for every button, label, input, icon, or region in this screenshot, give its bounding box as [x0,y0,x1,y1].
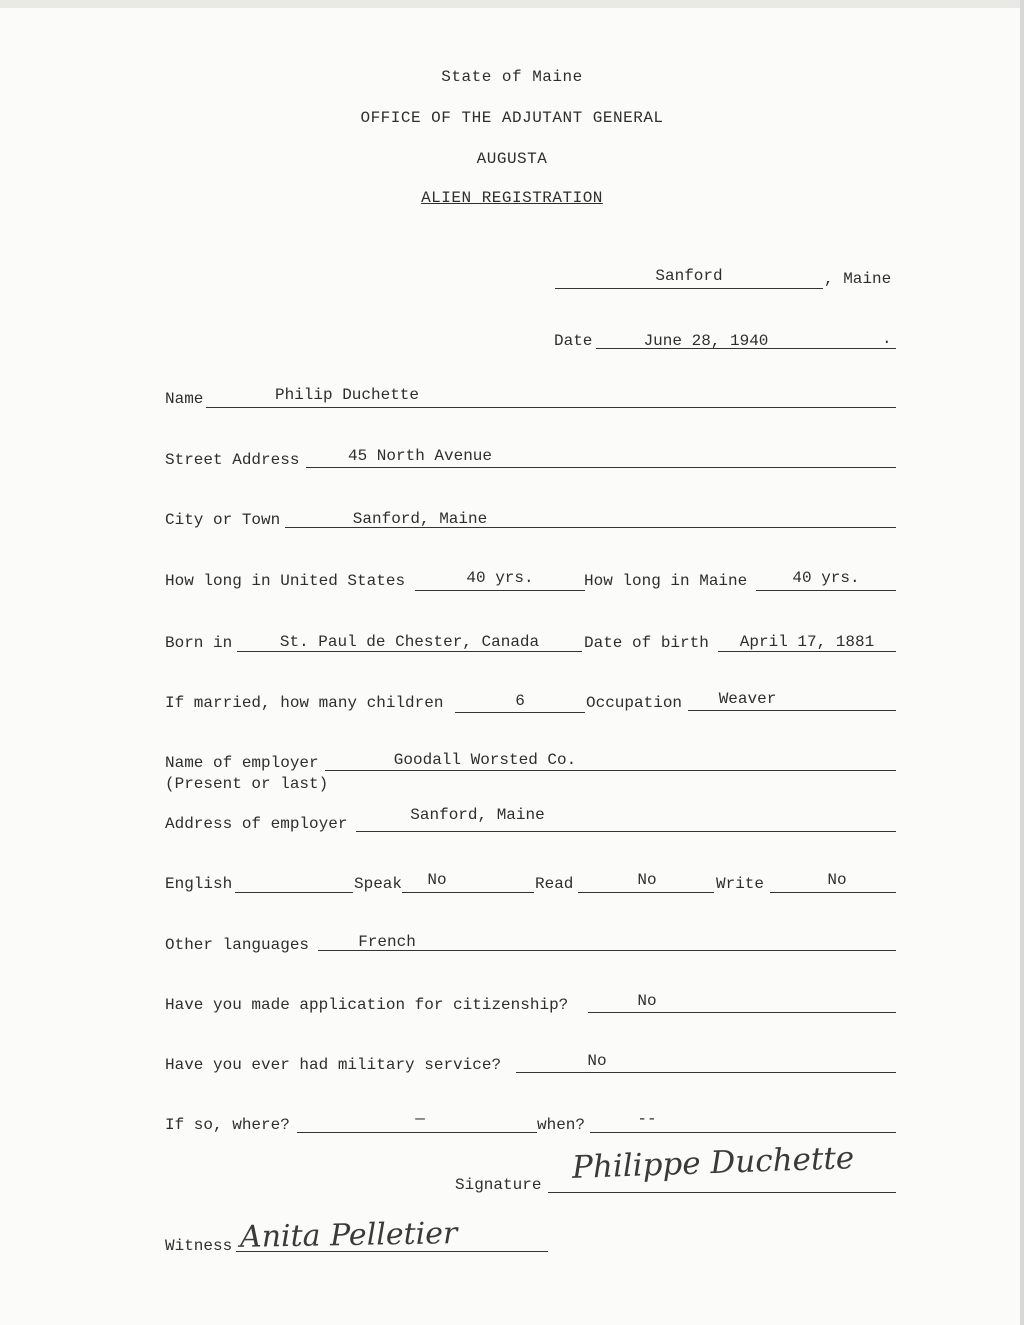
how-long-maine-line [756,590,896,591]
employer-label: Name of employer [165,754,319,772]
scan-top-edge [0,0,1024,8]
occupation-label: Occupation [586,694,683,712]
born-in-line [237,651,582,652]
other-languages-value: French [358,933,416,951]
date-label: Date [554,332,593,350]
city-label: City or Town [165,511,281,529]
military-line [516,1072,896,1073]
when-value: -- [637,1110,657,1128]
witness-label: Witness [165,1237,233,1255]
speak-line [402,892,534,893]
street-value: 45 North Avenue [347,447,493,465]
signature-line [548,1192,896,1193]
children-label: If married, how many children [165,694,444,712]
header-city: AUGUSTA [476,150,548,168]
citizenship-value: No [637,992,657,1010]
header-state: State of Maine [441,68,583,86]
date-line [596,348,896,349]
military-label: Have you ever had military service? [165,1056,502,1074]
occupation-value: Weaver [718,690,777,708]
speak-value: No [427,871,447,889]
place-suffix: , Maine [824,270,892,288]
dob-value: April 17, 1881 [739,633,875,651]
form-title: ALIEN REGISTRATION [421,189,603,207]
military-value: No [587,1052,607,1070]
citizenship-line [588,1012,896,1013]
employer-address-value: Sanford, Maine [410,806,545,824]
dob-label: Date of birth [584,634,709,652]
witness-line [236,1251,548,1252]
how-long-us-label: How long in United States [165,572,406,590]
other-languages-label: Other languages [165,936,310,954]
how-long-maine-value: 40 yrs. [792,569,860,587]
name-label: Name [165,390,204,408]
how-long-maine-label: How long in Maine [584,572,748,590]
name-value: Philip Duchette [274,386,420,404]
employer-address-line [356,831,896,832]
born-in-value: St. Paul de Chester, Canada [279,633,540,651]
read-value: No [637,871,657,889]
when-label: when? [537,1116,586,1134]
where-line [297,1132,537,1133]
header-office: OFFICE OF THE ADJUTANT GENERAL [360,109,664,127]
write-value: No [827,871,847,889]
witness-handwriting: Anita Pelletier [239,1216,458,1255]
when-line [590,1132,896,1133]
english-label: English [165,875,233,893]
english-line [235,892,353,893]
place-line [555,288,823,289]
dob-line [718,651,896,652]
children-line [455,712,585,713]
employer-address-label: Address of employer [165,815,348,833]
signature-label: Signature [455,1176,542,1194]
how-long-us-value: 40 yrs. [466,569,534,587]
write-line [770,892,896,893]
other-languages-line [318,950,896,951]
occupation-line [688,710,896,711]
city-value: Sanford, Maine [352,510,488,528]
signature-handwriting: Philippe Duchette [571,1140,855,1186]
place-value: Sanford [655,267,723,285]
where-value: — [415,1110,425,1128]
born-in-label: Born in [165,634,233,652]
read-label: Read [535,875,574,893]
employer-value: Goodall Worsted Co. [393,751,577,769]
street-line [306,467,896,468]
street-label: Street Address [165,451,300,469]
employer-sublabel: (Present or last) [165,775,329,793]
citizenship-label: Have you made application for citizenship? [165,996,569,1014]
speak-label: Speak [354,875,403,893]
city-line [285,527,896,528]
employer-line [325,770,896,771]
write-label: Write [716,875,765,893]
children-value: 6 [515,692,525,710]
how-long-us-line [415,590,585,591]
date-end: . [882,330,892,348]
name-line [206,407,896,408]
date-value: June 28, 1940 [643,332,769,350]
where-label: If so, where? [165,1116,290,1134]
read-line [578,892,714,893]
